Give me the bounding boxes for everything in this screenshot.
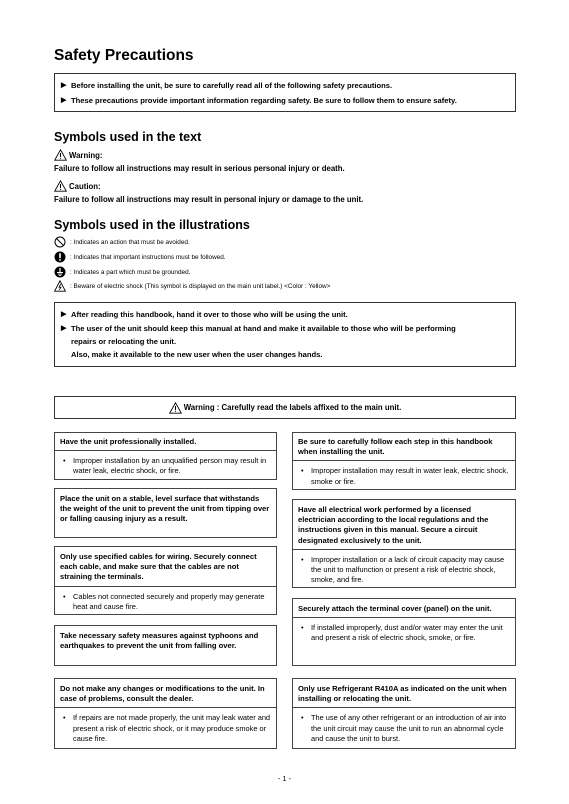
ground-icon xyxy=(54,266,66,278)
exclamation-icon xyxy=(54,251,66,263)
card-header: Place the unit on a stable, level surface that withstands the weight of the unit to prevent the unit from tipping over or falling causing injury as a result. xyxy=(60,494,270,524)
right-card-terminal-cover xyxy=(292,598,516,666)
warning-banner: Warning : Carefully read the labels affixed to the main unit. xyxy=(54,396,516,419)
card-body: • The use of any other refrigerant or an introduction of air into the unit circuit may cause the unit to run an abnormal cycle and cause the unit to burst. xyxy=(293,707,515,748)
left-card-stable-surface xyxy=(54,488,277,538)
bullet-dot: • xyxy=(301,623,304,633)
handbook-box: ▶ After reading this handbook, hand it over to those who will be using the unit. ▶ The user of the unit should keep this manual at hand and make it available to those who will be performing repairs or relocating the unit. Also, make it available to the new user when the user changes hands. xyxy=(54,302,516,367)
bullet-dot: • xyxy=(63,591,66,601)
card-header: Be sure to carefully follow each step in this handbook when installing the unit. xyxy=(298,437,493,457)
card-body: • Improper installation or a lack of circuit capacity may cause the unit to malfunction or present a risk of electric shock, smoke, and fire. xyxy=(293,549,515,590)
prohibited-icon xyxy=(54,236,66,248)
bullet-dot: • xyxy=(63,713,66,723)
right-card-refrigerant xyxy=(292,678,516,749)
page-title: Safety Precautions xyxy=(54,47,194,64)
caution-triangle-icon xyxy=(54,180,67,192)
symbols-illustrations-heading: Symbols used in the illustrations xyxy=(54,218,250,232)
intro-item: ▶ Before installing the unit, be sure to carefully read all of the following safety precautions. xyxy=(61,81,393,90)
card-body: • Cables not connected securely and properly may generate heat and cause fire. xyxy=(55,586,276,616)
symbol-row-electric-shock: : Beware of electric shock (This symbol is displayed on the main unit label.) <Color : Yellow> xyxy=(54,280,330,292)
left-card-professional-install xyxy=(54,432,277,480)
bullet-dot: • xyxy=(63,456,66,466)
left-card-no-modifications xyxy=(54,678,277,749)
warning-text: Failure to follow all instructions may result in serious personal injury or death. xyxy=(54,164,345,173)
symbol-row-ground: : Indicates a part which must be grounded. xyxy=(54,266,190,278)
page-number: - 1 - xyxy=(277,774,292,783)
warning-triangle-icon xyxy=(54,149,67,161)
card-header: Have the unit professionally installed. xyxy=(60,437,197,446)
left-card-specified-cables xyxy=(54,546,277,615)
warning-triangle-icon xyxy=(169,402,182,414)
handbook-item: ▶ The user of the unit should keep this manual at hand and make it available to those who will be performing xyxy=(61,324,456,333)
card-body: • Improper installation by an unqualified person may result in water leak, electric shock, or fire. xyxy=(55,450,276,480)
card-body: • If repairs are not made properly, the unit may leak water and present a risk of electric shock, or it may produce smoke or cause fire. xyxy=(55,707,276,748)
triangle-bullet-icon: ▶ xyxy=(61,311,67,318)
bullet-dot: • xyxy=(301,466,304,476)
intro-item: ▶ These precautions provide important information regarding safety. Be sure to follow them to ensure safety. xyxy=(61,96,457,105)
card-header: Have all electrical work performed by a licensed electrician according to the local regulations and the instructions given in this manual. Secure a circuit designated exclusively to the unit. xyxy=(298,505,489,545)
card-header: Only use Refrigerant R410A as indicated on the unit when installing or relocating the unit. xyxy=(298,684,507,704)
intro-box xyxy=(54,73,516,112)
handbook-item: ▶ After reading this handbook, hand it over to those who will be using the unit. xyxy=(61,310,348,319)
bullet-dot: • xyxy=(301,554,304,564)
card-header: Take necessary safety measures against typhoons and earthquakes to prevent the unit from falling over. xyxy=(60,631,259,651)
triangle-bullet-icon: ▶ xyxy=(61,97,67,104)
triangle-bullet-icon: ▶ xyxy=(61,325,67,332)
symbol-row-exclamation: : Indicates that important instructions must be followed. xyxy=(54,251,226,263)
left-card-typhoon-measures xyxy=(54,625,277,666)
caution-text: Failure to follow all instructions may result in personal injury or damage to the unit. xyxy=(54,195,364,204)
right-card-follow-steps xyxy=(292,432,516,490)
bullet-dot: • xyxy=(301,713,304,723)
card-body: • If installed improperly, dust and/or water may enter the unit and present a risk of electric shock, smoke, or fire. xyxy=(293,617,515,647)
symbols-text-heading: Symbols used in the text xyxy=(54,130,202,144)
symbol-row-prohibited: : Indicates an action that must be avoided. xyxy=(54,236,190,248)
electric-shock-icon xyxy=(54,280,66,292)
card-body: • Improper installation may result in water leak, electric shock, smoke or fire. xyxy=(293,460,515,490)
card-header: Only use specified cables for wiring. Securely connect each cable, and make sure that the cables are not straining the terminals. xyxy=(60,552,257,582)
right-card-licensed-electrician xyxy=(292,499,516,588)
card-header: Securely attach the terminal cover (panel) on the unit. xyxy=(298,604,492,613)
triangle-bullet-icon: ▶ xyxy=(61,82,67,89)
caution-label: Caution: xyxy=(54,180,101,192)
card-header: Do not make any changes or modifications to the unit. In case of problems, consult the dealer. xyxy=(60,684,265,704)
warning-label: Warning: xyxy=(54,149,103,161)
